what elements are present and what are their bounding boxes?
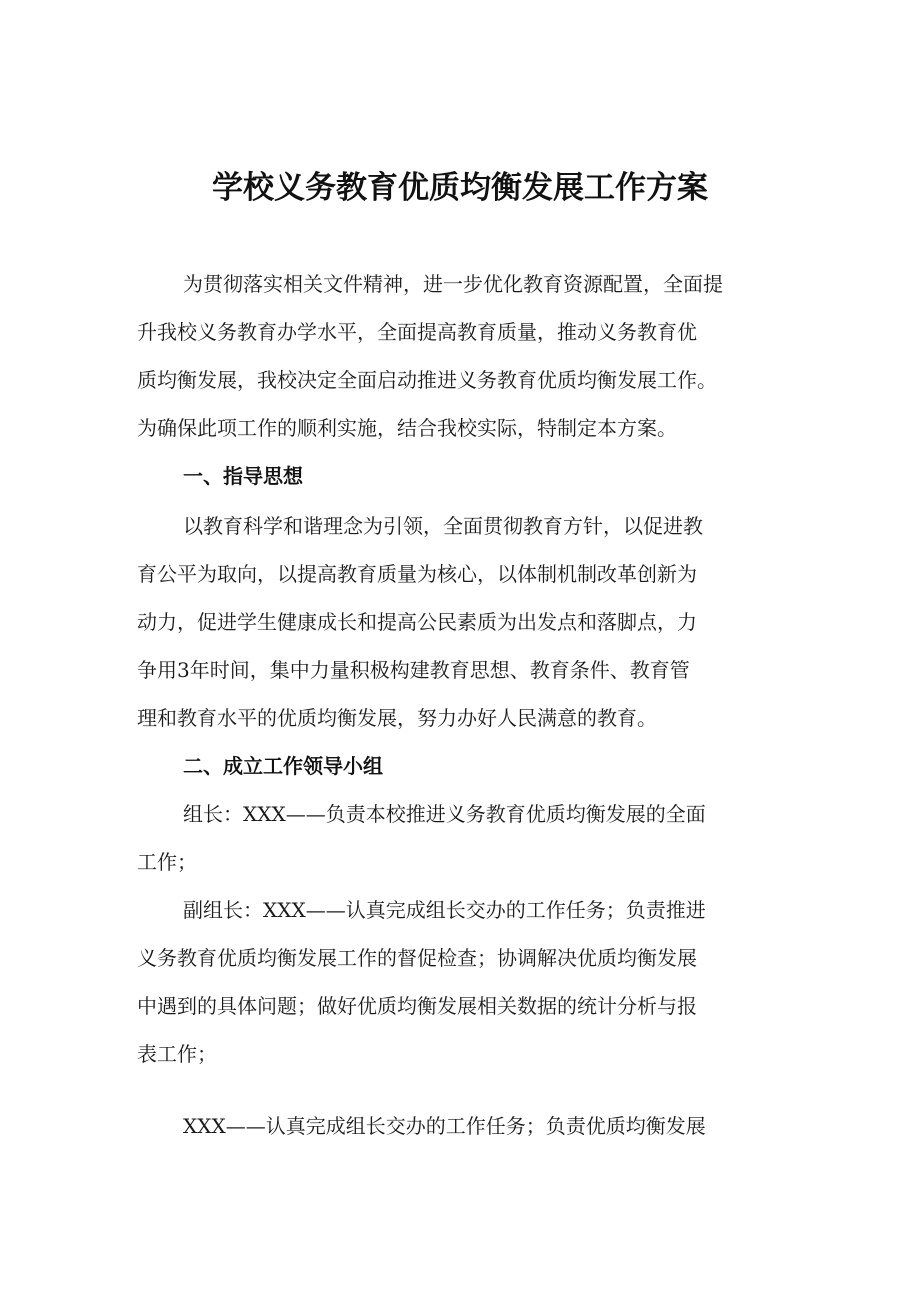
intro-line-2: 升我校义务教育办学水平，全面提高教育质量，推动义务教育优 — [137, 320, 697, 344]
deputy-line-4: 表工作； — [137, 1042, 217, 1066]
intro-line-1: 为贯彻落实相关文件精神，进一步优化教育资源配置，全面提 — [183, 272, 723, 296]
deputy-line-2: 义务教育优质均衡发展工作的督促检查；协调解决优质均衡发展 — [137, 946, 697, 970]
section-1-line-2: 育公平为取向，以提高教育质量为核心，以体制机制改革创新为 — [137, 562, 697, 586]
section-1-line-1: 以教育科学和谐理念为引领，全面贯彻教育方针，以促进教 — [183, 514, 703, 538]
document-title: 学校义务教育优质均衡发展工作方案 — [212, 170, 708, 206]
section-1-heading: 一、指导思想 — [183, 464, 303, 488]
member-line-1: XXX——认真完成组长交办的工作任务；负责优质均衡发展 — [183, 1114, 706, 1138]
intro-line-4: 为确保此项工作的顺利实施，结合我校实际，特制定本方案。 — [137, 416, 677, 440]
section-1-line-5: 理和教育水平的优质均衡发展，努力办好人民满意的教育。 — [137, 706, 657, 730]
leader-line-1: 组长：XXX——负责本校推进义务教育优质均衡发展的全面 — [183, 802, 706, 826]
deputy-line-3: 中遇到的具体问题；做好优质均衡发展相关数据的统计分析与报 — [137, 994, 697, 1018]
section-1-line-3: 动力，促进学生健康成长和提高公民素质为出发点和落脚点，力 — [137, 610, 697, 634]
section-2-heading: 二、成立工作领导小组 — [183, 754, 383, 778]
intro-line-3: 质均衡发展，我校决定全面启动推进义务教育优质均衡发展工作。 — [137, 368, 717, 392]
leader-line-2: 工作； — [137, 850, 197, 874]
section-1-line-4: 争用3年时间，集中力量积极构建教育思想、教育条件、教育管 — [137, 658, 690, 682]
deputy-line-1: 副组长：XXX——认真完成组长交办的工作任务；负责推进 — [183, 898, 706, 922]
